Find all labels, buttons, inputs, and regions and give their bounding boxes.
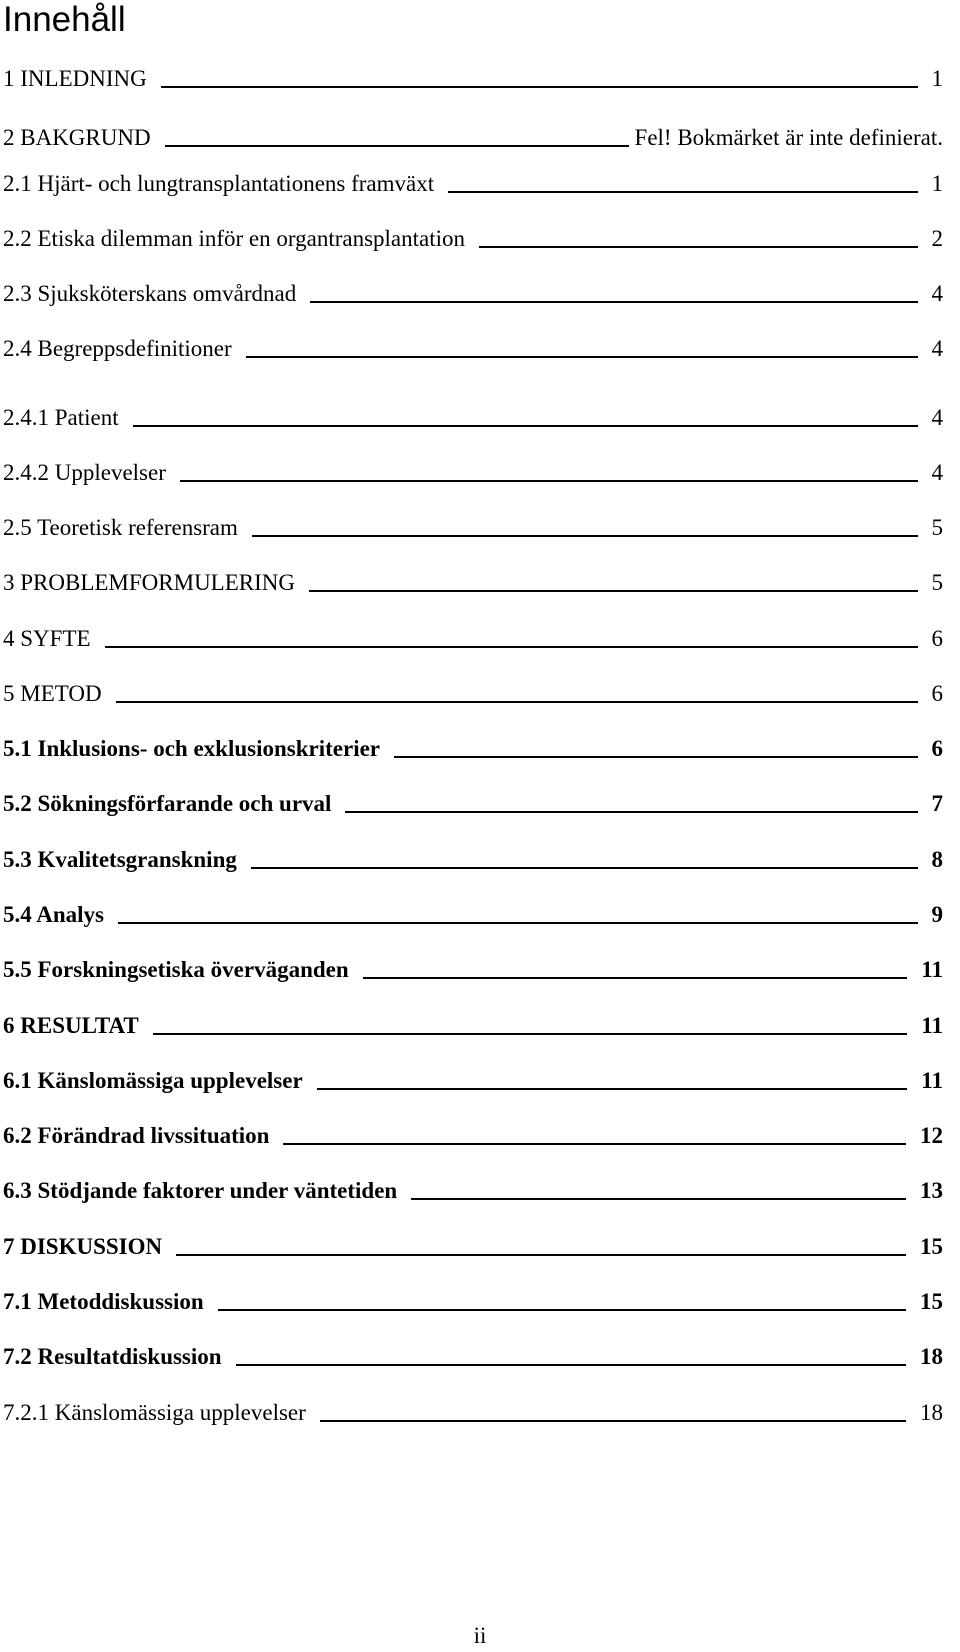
- toc-entry-label: 6 RESULTAT: [3, 1013, 139, 1038]
- toc-entry-page: 4: [931, 336, 943, 361]
- toc-leader-line: [411, 1198, 906, 1200]
- toc-entry-label: 7 DISKUSSION: [3, 1234, 163, 1259]
- toc-entry-page: 1: [931, 171, 943, 196]
- toc-entry-label: 5.2 Sökningsförfarande och urval: [3, 791, 332, 816]
- toc-title: Innehåll: [3, 0, 126, 39]
- toc-leader-line: [116, 701, 918, 703]
- toc-entry-label: 3 PROBLEMFORMULERING: [3, 570, 296, 595]
- toc-leader-line: [363, 977, 908, 979]
- toc-entry[interactable]: [3, 170, 943, 198]
- toc-entry-label: 2 BAKGRUND: [3, 125, 151, 150]
- toc-entry-page: 6: [931, 626, 943, 651]
- toc-entry[interactable]: [3, 1399, 943, 1427]
- toc-entry[interactable]: [3, 335, 943, 363]
- toc-leader-line: [176, 1254, 906, 1256]
- toc-entry-page: 13: [920, 1178, 943, 1203]
- toc-entry-label: 5.3 Kvalitetsgranskning: [3, 847, 237, 872]
- toc-entry-page: 4: [931, 281, 943, 306]
- toc-entry-label: 4 SYFTE: [3, 626, 91, 651]
- toc-entry-label: 7.1 Metoddiskussion: [3, 1289, 204, 1314]
- toc-leader-line: [283, 1143, 906, 1145]
- toc-entry-page: 11: [921, 957, 943, 982]
- toc-entry-page: Fel! Bokmärket är inte definierat.: [634, 125, 943, 150]
- toc-entry[interactable]: [3, 790, 943, 818]
- toc-entry-page: 8: [931, 847, 943, 872]
- toc-entry-page: 11: [921, 1068, 943, 1093]
- toc-entry-label: 6.3 Stödjande faktorer under väntetiden: [3, 1178, 398, 1203]
- toc-entry-label: 5.1 Inklusions- och exklusionskriterier: [3, 736, 380, 761]
- toc-leader-line: [479, 246, 917, 248]
- toc-entry[interactable]: [3, 625, 943, 653]
- toc-leader-line: [118, 922, 918, 924]
- toc-leader-line: [133, 425, 918, 427]
- toc-entry-page: 12: [920, 1123, 943, 1148]
- toc-entry-label: 6.2 Förändrad livssituation: [3, 1123, 270, 1148]
- toc-entry[interactable]: [3, 404, 943, 432]
- toc-entry-label: 1 INLEDNING: [3, 66, 147, 91]
- toc-entry-page: 15: [920, 1289, 943, 1314]
- toc-leader-line: [246, 356, 918, 358]
- toc-entry-label: 6.1 Känslomässiga upplevelser: [3, 1068, 303, 1093]
- toc-entry[interactable]: [3, 1067, 943, 1095]
- toc-entry-label: 5.4 Analys: [3, 902, 104, 927]
- toc-leader-line: [317, 1088, 908, 1090]
- toc-leader-line: [309, 590, 917, 592]
- toc-leader-line: [161, 86, 918, 88]
- toc-entry-page: 2: [931, 226, 943, 251]
- toc-entry-page: 18: [920, 1400, 943, 1425]
- toc-entry[interactable]: [3, 1288, 943, 1316]
- toc-entry-page: 4: [931, 460, 943, 485]
- toc-entry[interactable]: [3, 901, 943, 929]
- toc-leader-line: [310, 301, 917, 303]
- toc-entry-page: 4: [931, 405, 943, 430]
- toc-entry[interactable]: [3, 225, 943, 253]
- toc-entry-page: 9: [931, 902, 943, 927]
- toc-entry-label: 2.4 Begreppsdefinitioner: [3, 336, 232, 361]
- toc-entry-label: 7.2.1 Känslomässiga upplevelser: [3, 1400, 306, 1425]
- toc-leader-line: [320, 1420, 906, 1422]
- toc-entry-label: 5.5 Forskningsetiska överväganden: [3, 957, 349, 982]
- toc-entry[interactable]: [3, 680, 943, 708]
- toc-entry-page: 11: [921, 1013, 943, 1038]
- toc-entry[interactable]: [3, 956, 943, 984]
- toc-entry-page: 15: [920, 1234, 943, 1259]
- toc-entry[interactable]: [3, 65, 943, 93]
- toc-entry-label: 2.1 Hjärt- och lungtransplantationens framväxt: [3, 171, 435, 196]
- toc-entry-page: 6: [931, 736, 943, 761]
- toc-leader-line: [252, 535, 918, 537]
- toc-entry-page: 7: [931, 791, 943, 816]
- page-number: ii: [473, 1623, 487, 1648]
- toc-entry[interactable]: [3, 569, 943, 597]
- toc-entry-label: 5 METOD: [3, 681, 102, 706]
- toc-entry[interactable]: [3, 280, 943, 308]
- toc-entry[interactable]: [3, 1343, 943, 1371]
- toc-entry-page: 18: [920, 1344, 943, 1369]
- toc-entry[interactable]: [3, 846, 943, 874]
- toc-leader-line: [394, 756, 918, 758]
- toc-entry-label: 2.2 Etiska dilemman inför en organtransplantation: [3, 226, 466, 251]
- toc-entry-label: 2.4.2 Upplevelser: [3, 460, 166, 485]
- toc-entry[interactable]: [3, 1233, 943, 1261]
- toc-leader-line: [165, 145, 629, 147]
- toc-leader-line: [218, 1309, 906, 1311]
- toc-leader-line: [251, 867, 918, 869]
- toc-entry-label: 2.4.1 Patient: [3, 405, 119, 430]
- toc-entry[interactable]: [3, 1177, 943, 1205]
- toc-entry-label: 2.5 Teoretisk referensram: [3, 515, 238, 540]
- toc-entry[interactable]: [3, 124, 943, 152]
- toc-entry[interactable]: [3, 735, 943, 763]
- toc-leader-line: [448, 191, 917, 193]
- toc-leader-line: [236, 1364, 906, 1366]
- toc-entry-label: 2.3 Sjuksköterskans omvårdnad: [3, 281, 297, 306]
- toc-entry-label: 7.2 Resultatdiskussion: [3, 1344, 222, 1369]
- toc-entry-page: 5: [931, 570, 943, 595]
- toc-entry[interactable]: [3, 1122, 943, 1150]
- toc-leader-line: [345, 811, 917, 813]
- toc-leader-line: [180, 480, 918, 482]
- toc-entry[interactable]: [3, 459, 943, 487]
- toc-entry-page: 1: [931, 66, 943, 91]
- toc-entry-page: 5: [931, 515, 943, 540]
- toc-entry[interactable]: [3, 514, 943, 542]
- toc-entry-page: 6: [931, 681, 943, 706]
- toc-leader-line: [153, 1033, 908, 1035]
- toc-entry[interactable]: [3, 1012, 943, 1040]
- toc-leader-line: [105, 646, 918, 648]
